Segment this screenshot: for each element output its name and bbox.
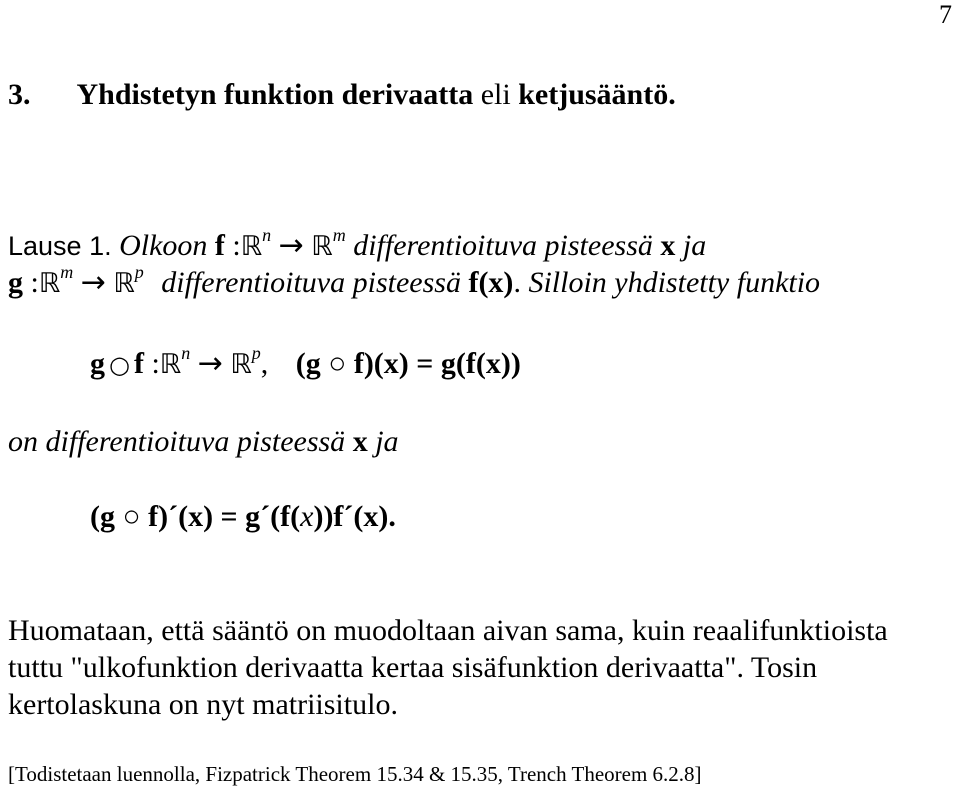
math-x: x [660,229,676,262]
exponent-m: m [60,262,74,283]
theorem-line1-ja: ja [682,229,707,262]
chain-rule-x: x [300,500,314,533]
section-number: 3. [8,78,31,111]
chain-rule-formula [90,500,396,534]
math-colon: : [151,347,160,380]
section-title-bold-2: ketjusääntö. [518,78,676,111]
reference-note: [Todistetaan luennolla, Fizpatrick Theorem 15.34 & 15.35, Trench Theorem 6.2.8] [8,762,702,786]
reals-symbol: ℝ [230,349,252,380]
section-title-normal: eli [480,78,511,111]
theorem-line3-ja: ja [375,425,399,458]
section-title-bold-1: Yhdistetyn funktion derivaatta [76,78,474,111]
theorem-line-1 [8,225,707,263]
theorem-lead: Olkoon [119,229,208,262]
math-comma: , [260,347,269,380]
arrow-icon: → [197,346,223,381]
reals-symbol: ℝ [311,231,333,262]
arrow-icon: → [80,265,106,300]
theorem-line2-tail: Silloin yhdistetty funktio [528,266,821,299]
composition-icon: ○ [109,351,130,379]
section-heading [8,78,676,112]
reals-symbol: ℝ [240,231,263,262]
math-f: f [133,347,144,380]
math-f: f [214,229,225,262]
chain-rule-right: ))f´(x). [313,500,396,533]
arrow-icon: → [278,228,304,263]
theorem-line-3 [8,425,399,459]
page-number: 7 [939,0,952,29]
exponent-p: p [251,343,261,364]
exponent-n: n [262,225,272,246]
math-g: g [90,347,105,380]
composition-formula [90,343,521,381]
math-colon: : [232,229,241,262]
theorem-line1-text: differentioituva pisteessä [353,229,653,262]
reals-symbol: ℝ [38,268,61,299]
theorem-line2-text: differentioituva pisteessä [161,266,461,299]
exponent-m: m [332,225,346,246]
theorem-line3-text: on differentioituva pisteessä [8,425,346,458]
theorem-label: Lause 1. [8,231,112,261]
math-dot: . [513,266,521,299]
reals-symbol: ℝ [113,268,135,299]
math-fx: f(x) [468,266,514,299]
theorem-line-2 [8,262,821,300]
math-x: x [352,425,368,458]
math-g: g [8,266,23,299]
math-colon: : [30,266,39,299]
reals-symbol: ℝ [159,349,182,380]
chain-rule-left: (g ○ f)´(x) = g´(f( [90,500,301,533]
remark-line-2: tuttu "ulkofunktion derivaatta kertaa sisäfunktion derivaatta". Tosin [8,651,818,684]
exponent-p: p [134,262,144,283]
remark-line-3: kertolaskuna on nyt matriisitulo. [8,688,398,721]
composition-definition: (g ○ f)(x) = g(f(x)) [295,347,521,380]
exponent-n: n [181,343,191,364]
remark-line-1: Huomataan, että sääntö on muodoltaan aivan sama, kuin reaalifunktioista [8,614,888,647]
